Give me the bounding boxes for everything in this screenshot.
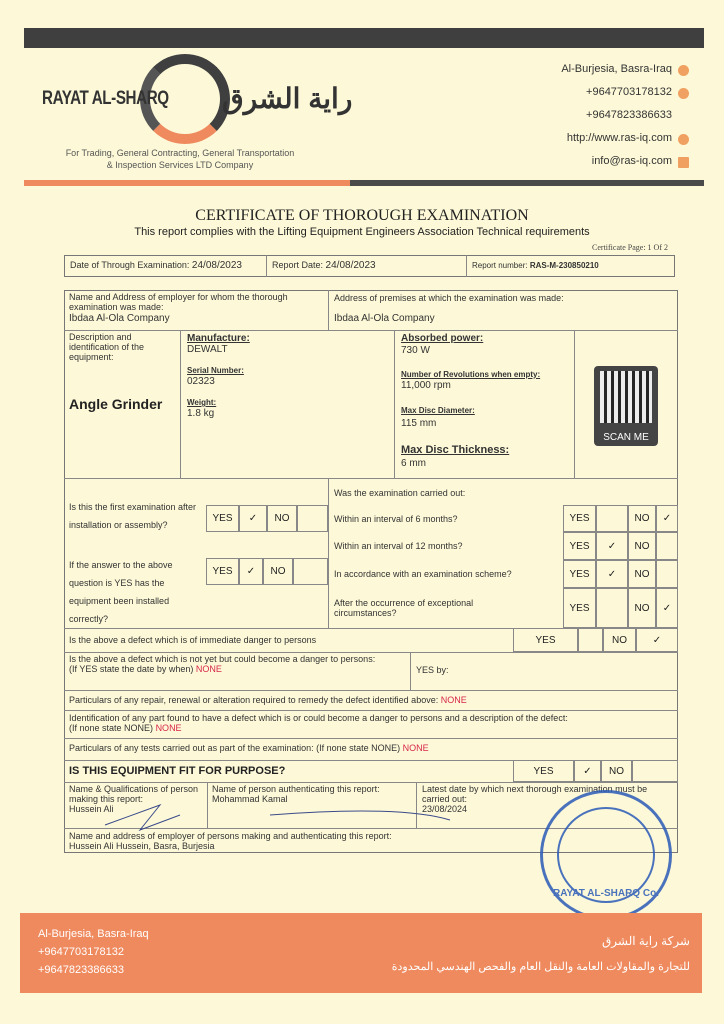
- yes-cell: YES: [563, 560, 596, 588]
- description-label: Description and identification of the equipment:: [69, 332, 145, 362]
- subtitle: This report complies with the Lifting Equipment Engineers Association Technical requirements: [134, 226, 590, 238]
- fit-for-purpose-question: IS THIS EQUIPMENT FIT FOR PURPOSE?: [69, 765, 286, 777]
- label: Name & Qualifications of person making this report:: [69, 784, 199, 804]
- weight-label: Weight:: [187, 398, 217, 407]
- mail-icon: [678, 157, 689, 168]
- label: Name of person authenticating this report:: [212, 784, 380, 794]
- check-mark: ✓: [596, 532, 628, 560]
- report-number: [472, 261, 599, 270]
- email: info@ras-iq.com: [591, 155, 672, 167]
- revolutions-value: 11,000 rpm: [401, 380, 451, 391]
- yes-cell: YES: [206, 558, 239, 585]
- repair-row: [69, 695, 467, 705]
- value: Mohammad Kamal: [212, 794, 288, 804]
- label: (If none state NONE): [69, 723, 154, 733]
- exceptional-circumstances: After the occurrence of exceptional circumstances?: [334, 598, 474, 618]
- no-cell: NO: [628, 560, 656, 588]
- identification-row: [69, 713, 568, 733]
- logo-text: RAYAT AL-SHARQ: [42, 88, 169, 109]
- value: Hussein Ali Hussein, Basra, Burjesia: [69, 841, 215, 851]
- label: Latest date by which next thorough examination must be carried out:: [422, 784, 648, 804]
- empty-cell: [293, 558, 328, 585]
- revolutions-label: Number of Revolutions when empty:: [401, 370, 541, 379]
- yes-cell: YES: [513, 628, 578, 652]
- no-cell: NO: [628, 532, 656, 560]
- none-value: NONE: [195, 664, 222, 674]
- employer-value: Ibdaa Al-Ola Company: [69, 313, 170, 324]
- tagline: [40, 147, 320, 171]
- future-danger-question: [69, 654, 389, 674]
- label: Identification of any part found to have a defect which is or could become a danger to persons and a description of the defect:: [69, 713, 568, 723]
- value: Hussein Ali: [69, 804, 114, 814]
- no-cell: NO: [603, 628, 636, 652]
- diameter-label: Max Disc Diameter:: [401, 406, 475, 415]
- thickness-value: 6 mm: [401, 458, 426, 469]
- premises-value: Ibdaa Al-Ola Company: [334, 313, 435, 324]
- qr-code-icon: [600, 371, 652, 423]
- interval-6-months: Within an interval of 6 months?: [334, 514, 458, 524]
- empty-cell: [632, 760, 678, 782]
- tests-row: [69, 743, 429, 753]
- empty-cell: [596, 588, 628, 628]
- interval-12-months: Within an interval of 12 months?: [334, 541, 463, 551]
- footer-phone: +9647703178132: [38, 946, 124, 958]
- tagline-line: & Inspection Services LTD Company: [106, 160, 254, 170]
- label: Particulars of any repair, renewal or alteration required to remedy the defect identified above:: [69, 695, 439, 705]
- certificate-title: CERTIFICATE OF THOROUGH EXAMINATION: [195, 207, 529, 224]
- page-number: Certificate Page: 1 Of 2: [592, 243, 668, 252]
- address: Al-Burjesia, Basra-Iraq: [561, 63, 672, 75]
- label: Name and address of employer of persons making and authenticating this report:: [69, 831, 392, 841]
- check-mark: ✓: [656, 588, 678, 628]
- serial-value: 02323: [187, 376, 215, 387]
- divider-orange: [24, 180, 350, 186]
- label: Particulars of any tests carried out as part of the examination: (If none state NONE): [69, 743, 401, 753]
- check-mark: ✓: [574, 760, 601, 782]
- none-value: NONE: [155, 723, 182, 733]
- power-value: 730 W: [401, 345, 430, 356]
- empty-cell: [578, 628, 603, 652]
- manufacture-value: DEWALT: [187, 344, 228, 355]
- serial-label: Serial Number:: [187, 366, 244, 375]
- no-cell: NO: [263, 558, 293, 585]
- tagline-line: For Trading, General Contracting, General Transportation: [65, 148, 295, 158]
- yes-cell: YES: [206, 505, 239, 532]
- signature-path: [105, 805, 450, 830]
- yes-by-label: YES by:: [416, 665, 449, 675]
- exam-date: [70, 260, 242, 271]
- phone: +9647703178132: [586, 86, 672, 98]
- value: 24/08/2023: [325, 260, 376, 271]
- yes-cell: YES: [563, 505, 596, 532]
- premises-label: Address of premises at which the examination was made:: [334, 293, 564, 303]
- qr-code[interactable]: [594, 366, 658, 446]
- none-value: NONE: [440, 695, 467, 705]
- equipment-name: Angle Grinder: [69, 396, 163, 412]
- check-mark: ✓: [596, 560, 628, 588]
- footer-arabic-name: شركة راية الشرق: [601, 934, 690, 948]
- empty-cell: [656, 560, 678, 588]
- website: http://www.ras-iq.com: [566, 132, 672, 144]
- check-mark: ✓: [239, 558, 263, 585]
- diameter-value: 115 mm: [401, 418, 437, 429]
- no-cell: NO: [267, 505, 297, 532]
- examination-scheme: In accordance with an examination scheme?: [334, 569, 512, 579]
- label: Date of Through Examination:: [70, 260, 190, 270]
- phone-icon: [678, 88, 689, 99]
- footer-address: Al-Burjesia, Basra-Iraq: [38, 928, 149, 940]
- label: Is the above a defect which is not yet but could become a danger to persons:: [69, 654, 376, 664]
- scan-me-label: SCAN ME: [603, 432, 649, 443]
- yes-cell: YES: [563, 532, 596, 560]
- question-installed: If the answer to the above question is YES has the equipment been installed correctly?: [69, 560, 173, 624]
- no-cell: NO: [601, 760, 632, 782]
- company-stamp: [540, 790, 672, 920]
- immediate-danger-question: Is the above a defect which is of immediate danger to persons: [69, 635, 317, 645]
- thickness-label: Max Disc Thickness:: [401, 444, 510, 456]
- footer-arabic-tagline: للتجارة والمقاولات العامة والنقل العام والفحص الهندسي المحدودة: [391, 961, 690, 973]
- value: 23/08/2024: [422, 804, 468, 814]
- empty-cell: [596, 505, 628, 532]
- divider-dark: [350, 180, 704, 186]
- value: RAS-M-230850210: [529, 261, 599, 270]
- stamp-text: RAYAT AL-SHARQ Co.: [553, 888, 659, 899]
- yes-cell: YES: [563, 588, 596, 628]
- top-bar: [24, 28, 704, 48]
- signatures: [100, 795, 460, 835]
- weight-value: 1.8 kg: [187, 408, 215, 419]
- phone: +9647823386633: [586, 109, 672, 121]
- power-label: Absorbed power:: [401, 333, 484, 344]
- check-mark: ✓: [656, 505, 678, 532]
- empty-cell: [297, 505, 328, 532]
- value: 24/08/2023: [191, 260, 242, 271]
- logo-arabic: راية الشرق: [222, 83, 353, 114]
- check-mark: ✓: [239, 505, 267, 532]
- label: Report number:: [472, 261, 528, 270]
- question-first-exam: Is this the first examination after installation or assembly?: [69, 502, 197, 530]
- manufacture-label: Manufacture:: [187, 333, 250, 344]
- footer-phone: +9647823386633: [38, 964, 124, 976]
- empty-cell: [656, 532, 678, 560]
- label: (If YES state the date by when): [69, 664, 194, 674]
- check-mark: ✓: [636, 628, 678, 652]
- yes-cell: YES: [513, 760, 574, 782]
- globe-icon: [678, 134, 689, 145]
- carried-out-label: Was the examination carried out:: [334, 488, 466, 498]
- report-date: [272, 260, 376, 271]
- employer-label: Name and Address of employer for whom the thorough examination was made:: [69, 292, 288, 312]
- no-cell: NO: [628, 505, 656, 532]
- none-value: NONE: [402, 743, 429, 753]
- label: Report Date:: [272, 260, 324, 270]
- no-cell: NO: [628, 588, 656, 628]
- location-icon: [678, 65, 689, 76]
